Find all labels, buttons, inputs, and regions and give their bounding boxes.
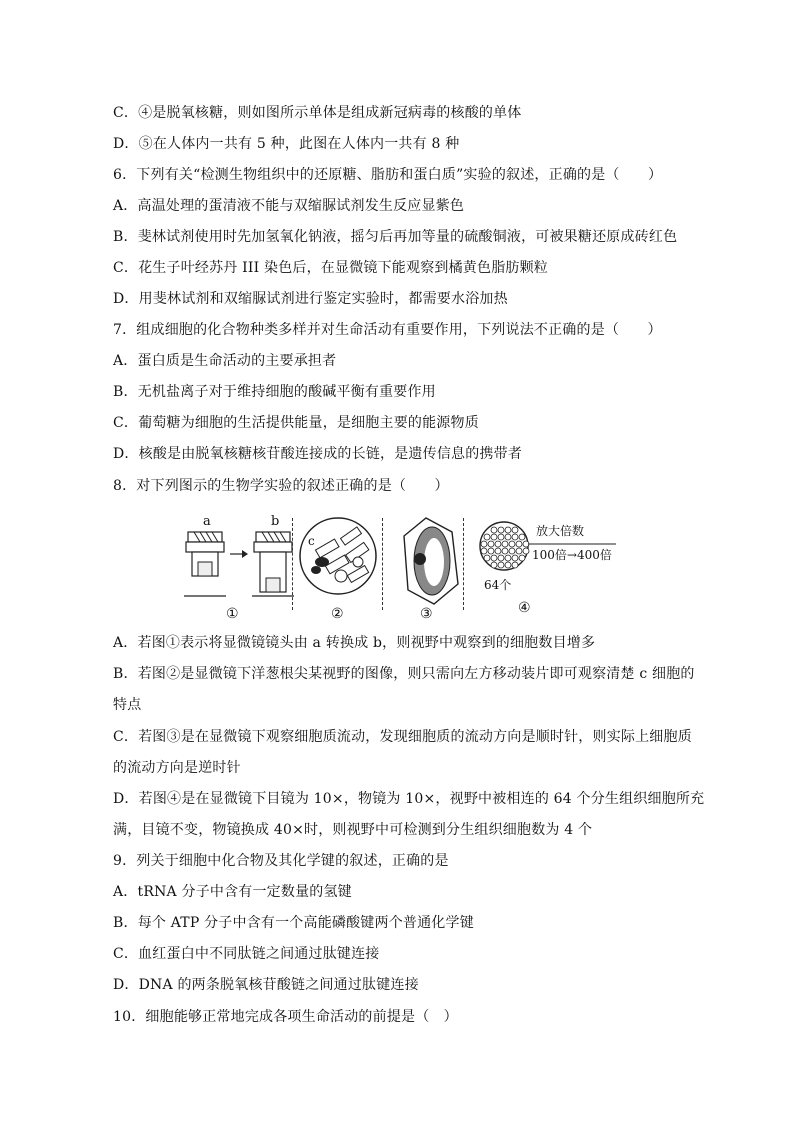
option-c: C．若图③是在显微镜下观察细胞质流动，发现细胞质的流动方向是顺时针，则实际上细胞质: [113, 729, 692, 745]
text-line: 的流动方向是逆时针: [113, 760, 241, 776]
option-c: C．花生子叶经苏丹 III 染色后，在显微镜下能观察到橘黄色脂肪颗粒: [113, 260, 549, 276]
option-d: D．DNA 的两条脱氧核苷酸链之间通过肽键连接: [113, 977, 419, 993]
option-b: B．若图②是显微镜下洋葱根尖某视野的图像，则只需向左方移动装片即可观察清楚 c 细胞的: [113, 666, 695, 682]
option-b: B．每个 ATP 分子中含有一个高能磷酸键两个普通化学键: [113, 915, 474, 931]
option-a: A．高温处理的蛋清液不能与双缩脲试剂发生反应显紫色: [113, 198, 465, 214]
option-d: D．核酸是由脱氧核糖核苷酸连接成的长链，是遗传信息的携带者: [113, 446, 523, 462]
option-d: D．若图④是在显微镜下目镜为 10×，物镜为 10×，视野中被相连的 64 个分生组织细胞所充: [113, 791, 705, 807]
root-tip-view: [300, 518, 376, 594]
text-line: D．⑤在人体内一共有 5 种，此图在人体内一共有 8 种: [113, 136, 460, 152]
magnification-title: 放大倍数: [536, 524, 585, 538]
question-6: 6．下列有关“检测生物组织中的还原糖、脂肪和蛋白质”实验的叙述，正确的是（ ）: [113, 167, 663, 183]
figure-divider: [292, 518, 293, 610]
text-line: 特点: [113, 697, 142, 713]
question-10: 10．细胞能够正常地完成各项生命活动的前提是（ ）: [113, 1009, 458, 1025]
option-a: A．tRNA 分子中含有一定数量的氢键: [113, 884, 352, 900]
question-8: 8．对下列图示的生物学实验的叙述正确的是（ ）: [113, 478, 449, 494]
figure-divider: [463, 518, 464, 610]
cell-count: 64个: [484, 578, 512, 592]
caption-2: ②: [331, 606, 344, 622]
option-a: A．蛋白质是生命活动的主要承担者: [113, 353, 337, 369]
arrow-icon: [230, 550, 248, 558]
caption-1: ①: [226, 606, 239, 622]
text-line: C．④是脱氧核糖，则如图所示单体是组成新冠病毒的核酸的单体: [113, 105, 522, 121]
label-a: a: [203, 514, 211, 529]
option-b: B．无机盐离子对于维持细胞的酸碱平衡有重要作用: [113, 384, 436, 400]
text-line: 满，目镜不变，物镜换成 40×时，则视野中可检测到分生组织细胞数为 4 个: [113, 822, 593, 838]
option-a: A．若图①表示将显微镜镜头由 a 转换成 b，则视野中观察到的细胞数目增多: [113, 635, 596, 651]
label-c: c: [308, 534, 315, 548]
caption-3: ③: [420, 606, 433, 622]
objective-lens-b: [254, 532, 292, 592]
option-c: C．葡萄糖为细胞的生活提供能量，是细胞主要的能源物质: [113, 415, 479, 431]
caption-4: ④: [518, 600, 531, 616]
question-8-figure: [176, 514, 626, 626]
question-7: 7．组成细胞的化合物种类多样并对生命活动有重要作用，下列说法不正确的是（ ）: [113, 322, 662, 338]
option-c: C．血红蛋白中不同肽链之间通过肽键连接: [113, 946, 380, 962]
plant-cell-view: [404, 518, 458, 604]
objective-lens-a: [186, 532, 224, 576]
figure-divider: [382, 518, 383, 610]
option-b: B．斐林试剂使用时先加氢氧化钠液，摇匀后再加等量的硫酸铜液，可被果糖还原成砖红色: [113, 229, 678, 245]
question-9: 9．列关于细胞中化合物及其化学键的叙述，正确的是: [113, 853, 449, 869]
label-b: b: [271, 514, 280, 529]
option-d: D．用斐林试剂和双缩脲试剂进行鉴定实验时，都需要水浴加热: [113, 291, 508, 307]
magnification-change: 100倍→400倍: [532, 548, 612, 562]
